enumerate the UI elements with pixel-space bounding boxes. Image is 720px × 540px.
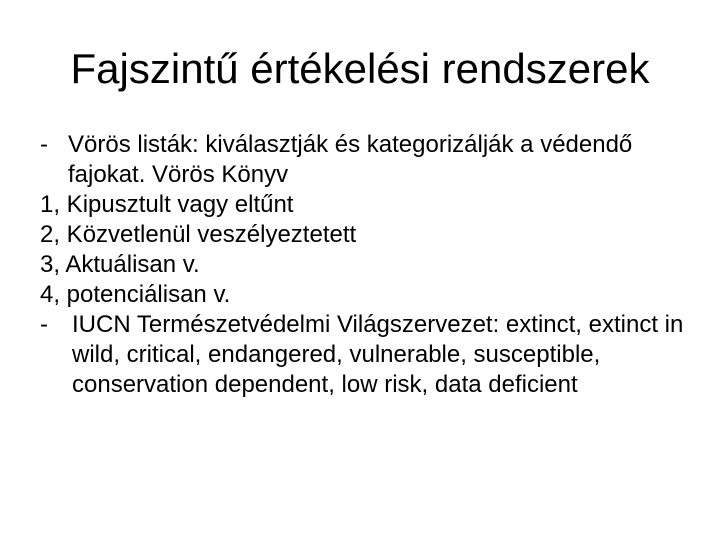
slide-body bbox=[40, 130, 700, 400]
dash-bullet: - bbox=[40, 311, 48, 338]
slide-title: Fajszintű értékelési rendszerek bbox=[70, 45, 650, 92]
dash-bullet: - bbox=[40, 131, 48, 158]
list-item-text: IUCN Természetvédelmi Világszervezet: extinct, extinct in wild, critical, endangered, vulnerable, susceptible, conservation dependent, low risk, data deficient bbox=[72, 311, 684, 398]
list-item bbox=[40, 130, 700, 190]
list-item: 4, potenciálisan v. bbox=[40, 281, 231, 308]
list-item: 1, Kipusztult vagy eltűnt bbox=[40, 191, 294, 218]
list-item: 3, Aktuálisan v. bbox=[40, 251, 200, 278]
list-item bbox=[40, 310, 700, 400]
list-item: 2, Közvetlenül veszélyeztetett bbox=[40, 221, 357, 248]
list-item-text: Vörös listák: kiválasztják és kategorizálják a védendő fajokat. Vörös Könyv bbox=[68, 131, 633, 188]
